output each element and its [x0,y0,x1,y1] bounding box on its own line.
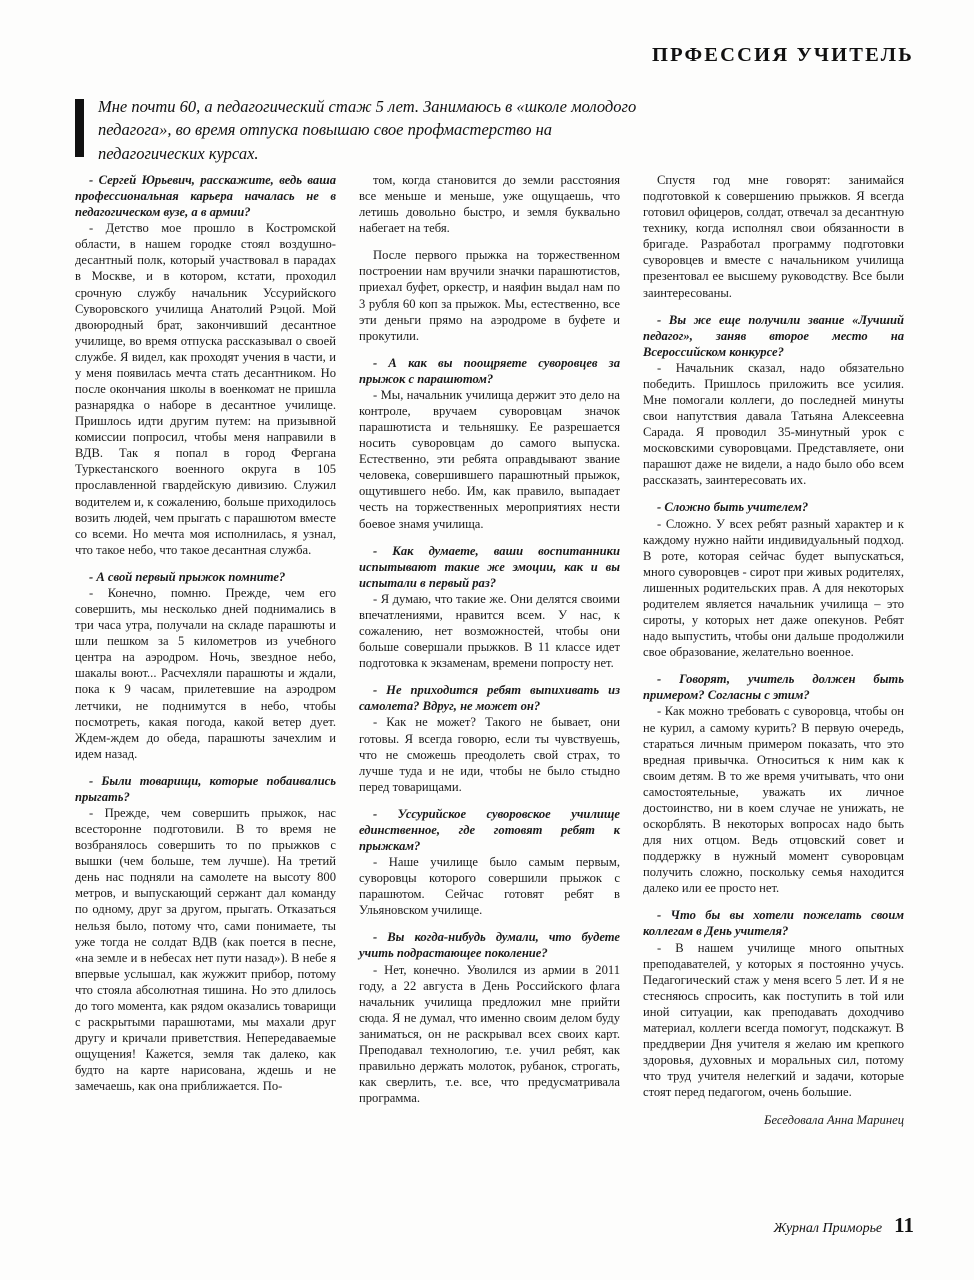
interview-answer: Спустя год мне говорят: занимайся подготовкой к совершению прыжков. Я всегда готовил офицеров, солдат, отвечал за десантную технику, когда исполнял свои обязанности в бригаде. Разработал программу подготовки суворовцев и вместе с начальником училища презентовал ее высшему руководству. Все были заинтересованы. [643,173,904,300]
interview-answer: - Сложно. У всех ребят разный характер и к каждому нужно найти индивидуальный подход. В роте, которая сейчас будет выпускаться, много суворовцев - сирот при живых родителях, лишенных родительских прав. А для некоторых родителем является начальник училища – это сироты, у которых нет даже опекунов. Ребят надо выпустить, чтобы они дальше продолжили свое образование, желательно военное. [643,516,904,660]
page-number: 11 [894,1213,914,1237]
article-column-3 [643,172,904,1202]
interview-answer: том, когда становится до земли расстояния все меньше и меньше, уже ощущаешь, что летишь довольно быстро, и земля буквально набегает на тебя. [359,173,620,236]
interview-answer: - Как можно требовать с суворовца, чтобы он не курил, а самому курить? В первую очередь, стараться личным примером показать, что это вредная привычка. Относиться к ним как к своим детям. В то же время учитывать, что они самостоятельные, уважать их личное достоинство, ни в коем случае не унижать, не оскорблять. В некоторых вопросах надо быть для них отцом. Ведь отцовский совет и поддержку в нужный момент суворовцам получить сложно, поскольку семья находится далеко или ее просто нет. [643,704,904,896]
article-columns [75,172,905,1202]
interview-answer: - Начальник сказал, надо обязательно победить. Пришлось приложить все усилия. Мне помогали коллеги, до последней минуты свои напутствия давала Татьяна Алексеевна Сарада. Я проводил 35-минутный урок с московскими суворовцами. Представляете, они парашют даже не видели, а надо было обо всем рассказать, заинтересовать их. [643,360,904,488]
page-footer [774,1213,914,1238]
interview-question: - Сложно быть учителем? [657,500,809,515]
interview-answer: - Наше училище было самым первым, суворовцы которого совершили прыжок с парашютом. Сейчас готовят ребят в Ульяновском училище. [359,855,620,918]
article-byline: Беседовала Анна Маринец [764,1113,904,1128]
page-header [60,44,914,67]
interview-answer: - Нет, конечно. Уволился из армии в 2011 году, а 22 августа в День Российского флага начальник училища предложил мне прийти сюда. Я не думал, что именно своим делом буду заниматься, он не раскрывал всех своих карт. Преподавал технологию, т.е. учил ребят, как правильно держать молоток, рубанок, строгать, как сверлить, т.е. все, что предусматривала программа. [359,962,620,1106]
interview-question: - Были товарищи, которые побаивались прыгать? [75,773,336,804]
interview-answer: - Детство мое прошло в Костромской области, в нашем городке стоял воздушно-десантный полк, который участвовал в парадах в Москве, и в котором, кстати, проходил срочную службу начальник Уссурийского Суворовского училища Анатолий Рэцой. Мой двоюродный брат, закончивший десантное училище, во время отпуска рассказывал о своей службе. Я видел, как проходят учения в части, и у меня появилась мечта стать десантником. Но после окончания школы в военкомат не пришла разнарядка о наборе в десантное училище. Пришлось идти другим путем: на призывной комиссии попросил, чтобы меня направили в ВДВ. Так я попал в город Фергана Туркестанского военного округа в 105 прославленной гвардейскую дивизию. Служил водителем и, к сожалению, больше приходилось возить людей, чем прыгать с парашютом вместе со всеми. Но мечта моя исполнилась, я узнал, что такое небо, что такое десантная служба. [75,221,336,557]
interview-answer: - В нашем училище много опытных преподавателей, у которых я постоянно учусь. Педагогический стаж у меня всего 5 лет. И я не стесняюсь спросить, как поступить в той или иной ситуации, как преподавать доходчиво материал, коллеги всегда помогут, подскажут. В преддверии Дня учителя я желаю им крепкого здоровья, духовных и моральных сил, потому что труд учителя нелегкий и задачи, которые стоят перед педагогом, очень большие. [643,940,904,1100]
interview-question: - Говорят, учитель должен быть примером? Согласны с этим? [643,672,904,703]
interview-answer: - Как не может? Такого не бывает, они готовы. Я всегда говорю, если ты чувствуешь, что не сможешь преодолеть свой страх, то лучше туда и не иди, чтобы не было стыдно перед товарищами. [359,715,620,794]
interview-question: - Как думаете, ваши воспитанники испытывают такие же эмоции, как и вы испытали в первый раз? [359,543,620,590]
interview-question: - Вы же еще получили звание «Лучший педагог», заняв второе место на Всероссийском конкурсе? [643,312,904,359]
interview-question: - Вы когда-нибудь думали, что будете учить подрастающее поколение? [359,930,620,961]
interview-question: - А свой первый прыжок помните? [89,569,286,584]
interview-answer: - Прежде, чем совершить прыжок, нас всесторонне подготовили. В то время не возбранялось совершить то по прыжков с вышки (чем больше, тем лучше). На третий день нас подняли на самолете на высоту 800 метров, и выпускающий сержант дал команду по одному, друг за другом, прыгать. Отказаться нельзя было, потому что, сами понимаете, ты уже тогда не солдат ВДВ (как поется в песне, «на земле и в небесах нет пути назад»). В небе я впервые услышал, как жужжит прибор, потому что стояла абсолютная тишина. Но это длилось до того момента, как рядом оказались товарищи с раскрытыми парашютами, мы махали друг другу и кричали приветствия. Непередаваемые ощущения! Кажется, земля так далеко, как будто на карте нарисована, ждешь и не замечаешь, как она приближается. По- [75,805,336,1094]
interview-question: - Не приходится ребят выпихивать из самолета? Вдруг, не может он? [359,683,620,714]
interview-question: - Сергей Юрьевич, расскажите, ведь ваша профессиональная карьера началась не в педагогическом вузе, а в армии? [75,173,336,220]
interview-answer: - Я думаю, что такие же. Они делятся своими впечатлениями, нравится всем. У нас, к сожалению, нет возможностей, чтобы они больше совершали прыжков. В 11 классе идет подготовка к экзаменам, времени попросту нет. [359,591,620,671]
journal-name: Журнал Приморье [773,1221,883,1236]
interview-answer: - Мы, начальник училища держит это дело на контроле, вручаем суворовцам значок парашютиста и тельняшку. Ее разрешается носить суворовцам до самого выпуска. Естественно, эти ребята оправдывают звание человека, совершившего парашютный прыжок, ощутившего небо. Им, как правило, выпадает честь на торжественных мероприятиях нести боевое знамя училища. [359,387,620,531]
interview-question: - Уссурийское суворовское училище единственное, где готовят ребят к прыжкам? [359,806,620,853]
interview-answer: - Конечно, помню. Прежде, чем его совершить, мы несколько дней поднимались в три часа утра, получали на складе парашюты и шли пешком за 5 километров из учебного центра на аэродром. Ночь, звездное небо, шакалы воют... Расчехляли парашюты и ждали, пока к 9 часам, прилетевшие на аэродром летчики, не поднимутся в небо, чтобы посмотреть, какая погода, какой ветер дует. Ждем-ждем до обеда, парашюты зачехлим и идем назад. [75,585,336,761]
interview-answer: После первого прыжка на торжественном построении нам вручили значки парашютистов, приехал буфет, оркестр, и наяфин выдал нам по 3 рубля 60 коп за прыжок. Мы, естественно, все эти деньги прямо на аэродроме в буфете и прокутили. [359,248,620,343]
interview-question: - Что бы вы хотели пожелать своим коллегам в День учителя? [643,908,904,939]
lede-block [75,95,655,165]
interview-question: - А как вы поощряете суворовцев за прыжок с парашютом? [359,355,620,386]
lede-accent-bar [75,99,84,157]
section-title: ПРФЕССИЯ УЧИТЕЛЬ [651,44,914,66]
lede-text: Мне почти 60, а педагогический стаж 5 лет. Занимаюсь в «школе молодого педагога», во время отпуска повышаю свое профмастерство на педагогических курсах. [98,97,637,163]
article-column-2 [359,172,620,1202]
article-column-1 [75,172,336,1202]
